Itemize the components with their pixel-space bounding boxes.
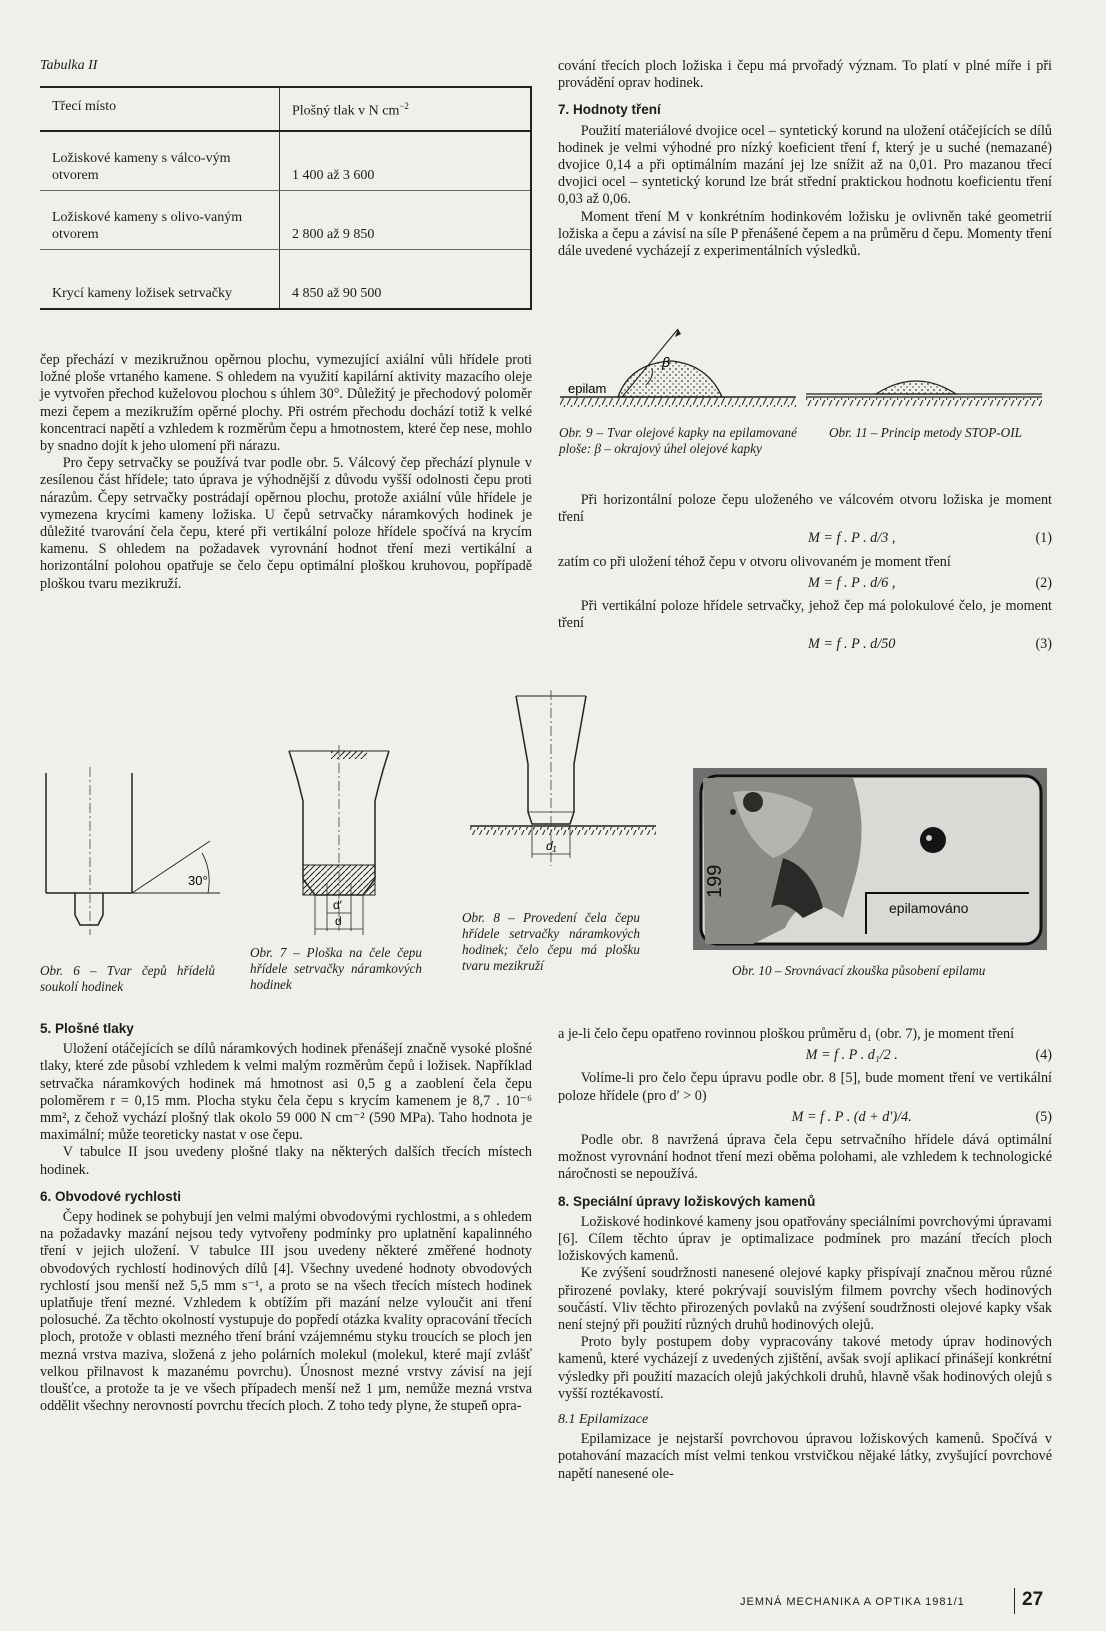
- paragraph: čep přechází v mezikružnou opěrnou plochu, vymezující axiální vůli hřídele proti ložné ploše vrtaného kamene. S ohledem na využití kapilární aktivity mazacího oleje je vytvořen přechod kuželovou plochou s úhlem 30°. Důležitý je přechodový poloměr mezi čepem a mezikružím opěrné plochy. Při ostrém přechodu dochází totiž k velké koncentraci napětí a vzhledem k rozměrům čepu a hmotnostem, které čep nese, mohlo by snadno dojít k jeho ulomení při nárazu.: [40, 352, 532, 455]
- paragraph: Ke zvýšení soudržnosti nanesené olejové kapky přispívají značnou měrou různé přirozené povlaky, které pokrývají souvislým filmem povrchy všech hodinových součástí. Vliv těchto přirozených povlaků na zvýšení soudržnosti olejové kapky však není stejný při použití různých druhů hodinových olejů.: [558, 1265, 1052, 1334]
- subsection-heading-8-1: 8.1 Epilamizace: [558, 1412, 649, 1428]
- paragraph: Při vertikální poloze hřídele setrvačky, jehož čep má polokulové čelo, je moment tření: [558, 598, 1052, 632]
- figure-7-caption: Obr. 7 – Ploška na čele čepu hřídele setrvačky náramkových hodinek: [250, 945, 422, 992]
- equation-2: M = f . P . d/6 , (2): [808, 574, 1052, 591]
- figure-8-annular-face: [470, 690, 660, 890]
- paragraph: Použití materiálové dvojice ocel – syntetický korund na uložení otáčejících se dílů hodinek je velmi výhodné pro nízký koeficient tření f, který je u suché (nemazané) dvojice 0,14 a při optimálním mazání jej lze snížit až na 0,01. Pro mazanou třecí dvojici ocel – syntetický korund lze brát střední praktickou hodnotu koeficientu tření 0,03 až 0,06.: [558, 122, 1052, 208]
- figure-9-oil-drop: [560, 325, 800, 417]
- figure-10-photo: [693, 768, 1047, 950]
- footer-divider: [1014, 1588, 1015, 1614]
- page-number: 27: [1022, 1589, 1044, 1610]
- paragraph: Volíme-li pro čelo čepu úpravu podle obr. 8 [5], bude moment tření ve vertikální poloze hřídele (pro d′ > 0): [558, 1070, 1052, 1104]
- paragraph: Ložiskové hodinkové kameny jsou opatřovány speciálními povrchovými úpravami [6]. Cílem těchto úprav je optimalizace podmínek pro mazání třecích ploch ložiskových kamenů.: [558, 1213, 1052, 1265]
- section-heading-5: 5. Plošné tlaky: [40, 1021, 134, 1036]
- section-heading-6: 6. Obvodové rychlosti: [40, 1188, 182, 1204]
- figure-8-caption: Obr. 8 – Provedení čela čepu hřídele setrvačky náramkových hodinek; čelo čepu má plošku tvaru mezikruží: [462, 910, 640, 973]
- figure-6-caption: Obr. 6 – Tvar čepů hřídelů soukolí hodinek: [40, 963, 215, 994]
- table-cell-place: Krycí kameny ložisek setrvačky: [40, 249, 280, 309]
- equation-5: M = f . P . (d + d′)/4. (5): [791, 1108, 1052, 1125]
- d-prime-label: d′: [333, 898, 342, 912]
- paragraph: zatím co při uložení téhož čepu v otvoru olivovaném je moment tření: [558, 553, 951, 570]
- paragraph: a je-li čelo čepu opatřeno rovinnou ploškou průměru d₁ (obr. 7), je moment tření: [558, 1026, 1015, 1042]
- sample-number: 199: [704, 864, 726, 898]
- figure-11-caption: Obr. 11 – Princip metody STOP-OIL: [829, 425, 1022, 440]
- table-cell-pressure: 2 800 až 9 850: [280, 190, 532, 249]
- table-header-place: Třecí místo: [40, 87, 280, 131]
- journal-footer: JEMNÁ MECHANIKA A OPTIKA 1981/1: [740, 1596, 965, 1608]
- angle-label: 30°: [188, 873, 208, 888]
- table-row: [40, 249, 531, 309]
- paragraph: Pro čepy setrvačky se používá tvar podle obr. 5. Válcový čep přechází plynule v zesílenou část hřídele; tato úprava je výhodnější z důvodu vyšší odolnosti čepu proti nárazům. Čepy setrvačky postrádají opěrnou plochu, protože axiální vůle hřídele je vymezena krycími kameny ložiska. U čepů setrvačky náramkových hodinek je důležité tvarování čela čepu, které při vertikální poloze hřídele spočívá na krycím kamenu. S ohledem na požadavek vyrovnání hodnot tření mezi vertikální a horizontální polohou opatřuje se čelo čepu optimální ploškou kruhovou, popřípadě ploškou tvaru mezikruží.: [40, 455, 532, 592]
- table-row: [40, 190, 531, 249]
- left-upper-text: [40, 352, 532, 593]
- table-cell-place: Ložiskové kameny s válco-vým otvorem: [40, 131, 280, 191]
- figure-9-caption: Obr. 9 – Tvar olejové kapky na epilamované ploše: β – okrajový úhel olejové kapky: [559, 425, 797, 456]
- table-title: Tabulka II: [40, 58, 98, 73]
- pressure-table: [40, 86, 532, 310]
- paragraph: Čepy hodinek se pohybují jen velmi malými obvodovými rychlostmi, a s ohledem na požadavky mazání nejsou tedy vytvořeny podmínky pro uplatnění kapalinného tření v jejich uložení. V tabulce III jsou uvedeny některé změřené hodnoty obvodových rychlostí hodinových dílů [4]. Všechny uvedené hodnoty obvodových rychlostí jsou menší než 5,5 mm s⁻¹, a proto se na všech třecích místech hodinek uplatňuje tření mezné. Vzhledem k obtížím při mazání nelze vyloučit ani tření polosuché. Za těchto okolností vystupuje do popředí otázka kvality opracování třecích ploch, protože v oblasti mezného tření brání vzájemnému styku troucích se ploch jen mezná vrstva maziva, složená z jeho polárních molekul (molekul, které mají zvlášť velkou přilnavost k mazanému povrchu). Únosnost mezné vrstvy závisí na její tloušťce, a protože ta je ve všech případech menší než 1 µm, nemůže mezná vrstva oddělit všechny nerovností povrchu třecích ploch. Z toho tedy plyne, že stupeň opra-: [40, 1209, 532, 1415]
- section-heading-8: 8. Speciální úpravy ložiskových kamenů: [558, 1193, 816, 1209]
- table-header-pressure: Plošný tlak v N $cm^{-2}$: [280, 87, 532, 131]
- table-cell-pressure: 4 850 až 90 500: [292, 285, 382, 301]
- paragraph: cování třecích ploch ložiska i čepu má prvořadý význam. To platí v plné míře i při provádění oprav hodinek.: [558, 58, 1052, 92]
- paragraph: Při horizontální poloze čepu uloženého ve válcovém otvoru ložiska je moment tření: [558, 492, 1052, 526]
- paragraph: Moment tření M v konkrétním hodinkovém ložisku je ovlivněn také geometrií ložiska a čepu a závisí na síle P přenášené čepem a na průměru d čepu. Momenty tření dále uvedené vycházejí z experimentálních výsledků.: [558, 208, 1052, 260]
- d1-label: d₁: [546, 839, 557, 853]
- section-heading-7: 7. Hodnoty tření: [558, 102, 661, 118]
- paragraph: Podle obr. 8 navržená úprava čela čepu setrvačního hřídele dává optimální možnost vyrovnání hodnot tření mezi oběma polohami, ale vzhledem k technologické náročnosti se nepoužívá.: [558, 1132, 1052, 1183]
- right-lower-text: [558, 1026, 1052, 1483]
- beta-label: β: [662, 354, 670, 370]
- paragraph: Proto byly postupem doby vypracovány takové metody úprav hodinových kamenů, které vycházejí z uvedených zjištění, avšak svojí aplikací přinášejí konkrétní výsledky při použití mazacích olejů jakýchkoli druhů, hlavně však hodinových olejů s vyšší roztékavostí.: [558, 1334, 1052, 1402]
- table-cell-place: Ložiskové kameny s olivo-vaným otvorem: [40, 190, 280, 249]
- right-upper-text: [558, 58, 1052, 260]
- table-header-row: [40, 87, 531, 131]
- equation-3: M = f . P . d/50 (3): [808, 636, 1052, 653]
- equation-1: M = f . P . d/3 , (1): [808, 530, 1052, 547]
- paragraph: Uložení otáčejících se dílů náramkových hodinek přenášejí značně vysoké plošné tlaky, které zde působí vzhledem k velmi malým rozměrům čepů i ložisek. Například setrvačka náramkových hodinek má hmotnost asi 0,5 g a zaoblení čela čepu poloměrem r = 0,15 mm. Plocha styku čela čepu s krycím kamenem je 8,7 . 10⁻⁶ mm², z čehož vychází plošný tlak okolo 59 000 N cm⁻² (590 MPa). Taho hodnota je maximální; může teoreticky nastat v ose čepu.: [40, 1041, 532, 1144]
- epilam-label: epilam: [568, 381, 607, 396]
- right-mid-text: [558, 492, 1052, 660]
- d-label: d: [335, 914, 342, 928]
- paragraph: V tabulce II jsou uvedeny plošné tlaky na některých dalších třecích místech hodinek.: [40, 1144, 532, 1178]
- table-cell-pressure: 1 400 až 3 600: [280, 131, 532, 191]
- paragraph: Epilamizace je nejstarší povrchovou úpravou ložiskových kamenů. Spočívá v potahování mazacích míst velmi tenkou vrstvičkou nějaké látky, zvyšující povrchové napětí nanesené ole-: [558, 1431, 1052, 1482]
- equation-4: M = f . P . d₁/2 . (4): [805, 1047, 1052, 1064]
- figure-11-stop-oil: [806, 370, 1046, 410]
- left-lower-text: [40, 1020, 532, 1415]
- epilamovano-label: epilamováno: [889, 900, 969, 916]
- figure-10-caption: Obr. 10 – Srovnávací zkouška působení epilamu: [732, 963, 986, 978]
- table-row: [40, 131, 531, 191]
- figure-7-pivot-face: [285, 745, 395, 935]
- figure-6-pivot: [40, 765, 240, 945]
